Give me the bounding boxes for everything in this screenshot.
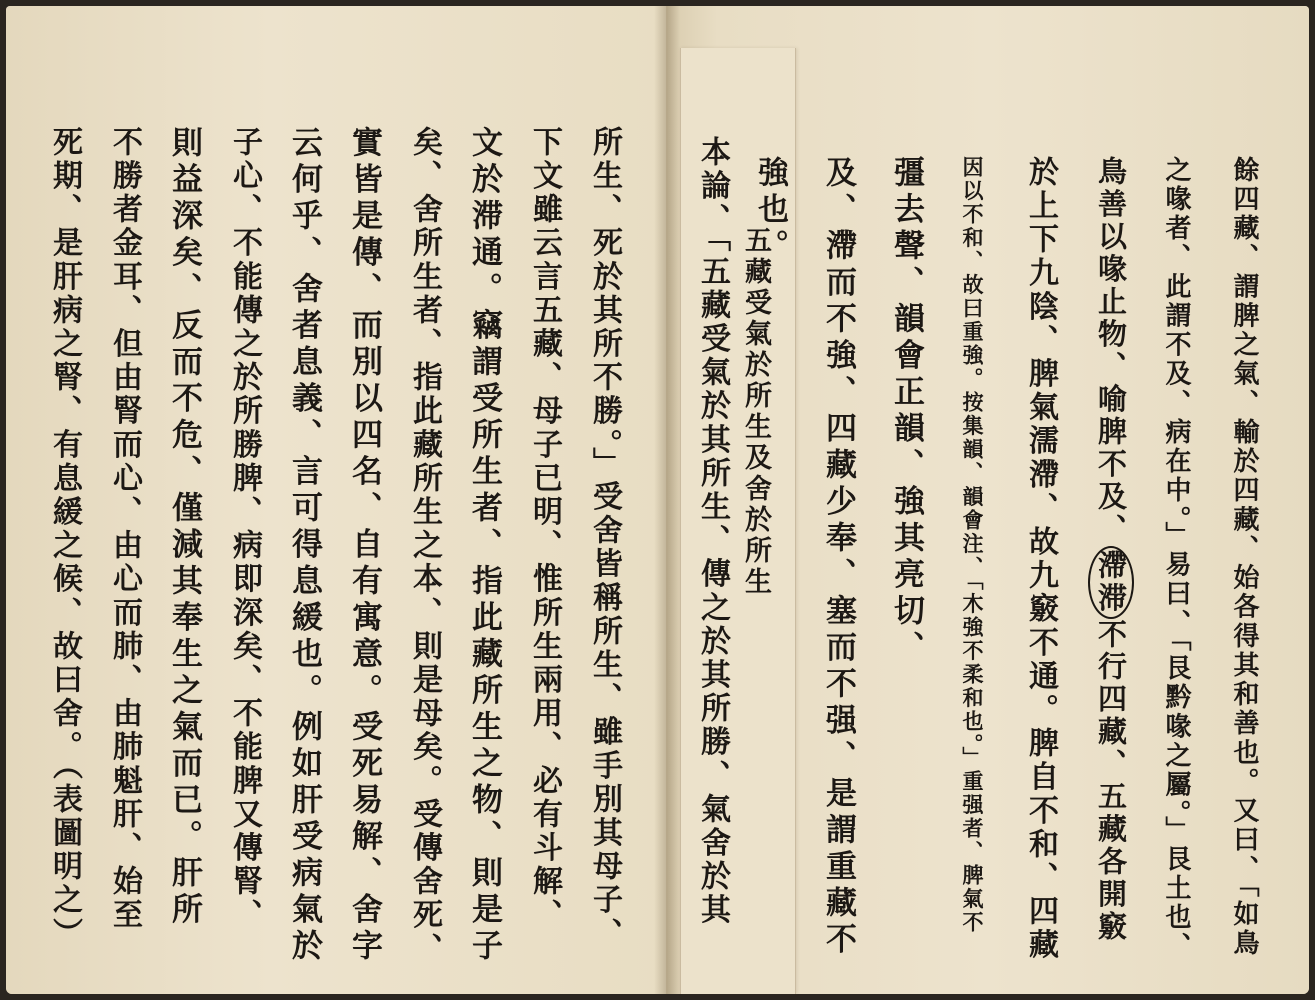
open-book — [6, 6, 1309, 994]
slip-line-1: 本論、「五藏受氣於其所生、傳之於其所勝、氣舍於其 — [695, 136, 730, 928]
left-page-line-3: 文於滞通。竊謂受所生者、指此藏所生之物、則是子 — [466, 126, 502, 966]
right-page-line-7: 及、滯而不強、四藏少奉、塞而不强、是謂重藏不 — [820, 156, 856, 959]
left-page-line-2: 下文雖云言五藏、母子已明、惟所生兩用、必有斗解、 — [527, 126, 562, 933]
left-page-line-5: 實皆是傳、而別以四名、自有寓意。受死易解、舍字 — [346, 126, 382, 966]
left-page-line-9: 不勝者金耳、但由腎而心、由心而肺、由肺魁肝、始至 — [107, 126, 142, 933]
circled-correction-mark: 滯滞 — [1088, 546, 1134, 619]
right-page-line-3 — [1088, 156, 1134, 944]
left-page-line-6: 云何乎、舍者息義、言可得息緩也。例如肝受病氣於 — [286, 126, 322, 966]
left-page-line-1: 所生、死於其所不勝。」受舍皆稱所生、雖手別其母子、 — [587, 126, 622, 951]
right-page-line-3-text: 鳥善以喙止物、喻脾不及、 — [1094, 156, 1128, 546]
left-page-line-4: 矣、舍所生者、指此藏所生之本、則是母矣。受傳舍死、 — [407, 126, 442, 966]
right-page-line-6: 彊去聲、韻會正韻、強其亮切、 — [888, 156, 924, 667]
left-page-line-7: 子心、不能傳之於所勝脾、病即深矣、不能脾又傳腎、 — [227, 126, 262, 933]
left-page-line-8: 則益深矣、反而不危、僅減其奉生之氣而已。肝所 — [166, 126, 202, 929]
right-page-line-5: 因以不和、故曰重強。按集韻、韻會注、「木強不柔和也。」重强者、脾氣不 — [960, 156, 985, 935]
right-page-line-2: 之喙者、此謂不及、病在中。」易曰、「艮黔喙之屬。」艮土也、 — [1161, 156, 1191, 962]
left-page-line-10: 死期、是肝病之腎、有息緩之候、故曰舍。（表圖明之） — [47, 126, 82, 951]
slip-heading: 五藏受氣於所生及舍於所生 — [740, 226, 771, 598]
right-page-line-3-tail: 不行四藏、五藏各開竅 — [1094, 618, 1128, 944]
right-page-line-1: 餘四藏、謂脾之氣、輸於四藏、始各得其和善也。又曰、「如鳥 — [1229, 156, 1259, 959]
right-page-line-8: 強也。 — [752, 156, 788, 266]
right-page-line-4: 於上下九陰、脾氣濡滯、故九竅不通。脾自不和、四藏 — [1023, 156, 1058, 963]
book-gutter — [654, 6, 680, 994]
